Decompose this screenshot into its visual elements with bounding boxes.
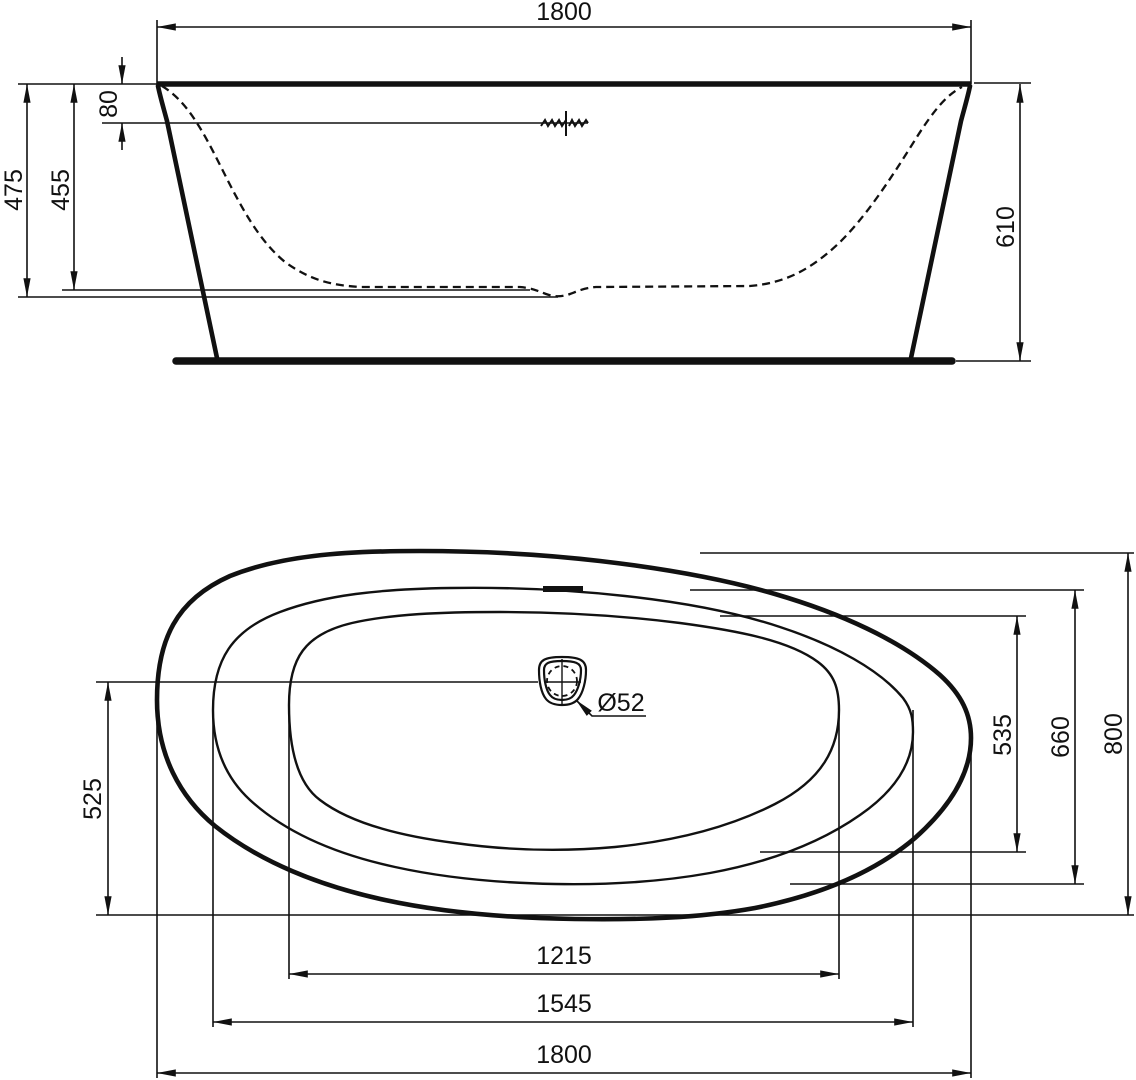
outer-rim-contour	[157, 551, 971, 919]
outer-wall-right	[911, 86, 970, 358]
dim-depth-to-floor	[47, 84, 75, 290]
dim-label-floor-width: 535	[989, 714, 1017, 756]
dim-floor-width	[989, 616, 1017, 852]
side-elevation-view	[0, 0, 1031, 361]
dim-rim-inner-width	[1047, 590, 1075, 884]
basin-floor-contour	[289, 612, 839, 850]
dim-rim-inner-length	[213, 990, 913, 1022]
dim-label-width-overall: 800	[1100, 713, 1128, 755]
dim-overall-length-bottom	[157, 1041, 971, 1073]
dim-label-drain-offset: 525	[79, 778, 107, 820]
dim-rim-to-waterline	[95, 57, 123, 150]
dim-label-depth-overall: 475	[0, 169, 28, 211]
dim-overall-length-top	[157, 0, 971, 27]
drain-diameter-label: Ø52	[597, 689, 645, 717]
dim-label-rim-inner-width: 660	[1047, 716, 1075, 758]
dim-floor-length	[289, 942, 839, 974]
dim-label-length-overall: 1800	[536, 1041, 592, 1069]
dim-overall-height	[992, 84, 1020, 361]
dim-drain-offset	[79, 682, 108, 915]
dim-overall-width	[1100, 553, 1128, 915]
dim-label-depth-to-floor: 455	[47, 169, 75, 211]
overflow-slot	[543, 586, 583, 592]
drain-leader	[576, 689, 646, 717]
dim-depth-overall	[0, 84, 28, 297]
dim-label-height-overall: 610	[992, 206, 1020, 248]
plan-view	[79, 551, 1134, 1078]
dim-label-floor-length: 1215	[536, 942, 592, 970]
drain	[539, 657, 586, 705]
dim-label-length-overall: 1800	[536, 0, 592, 26]
outer-wall-left	[158, 86, 217, 358]
rim-inner-contour	[213, 588, 913, 884]
dim-label-waterline: 80	[95, 90, 123, 118]
dim-label-rim-inner-length: 1545	[536, 990, 592, 1018]
inner-basin-profile-dashed	[162, 86, 962, 296]
